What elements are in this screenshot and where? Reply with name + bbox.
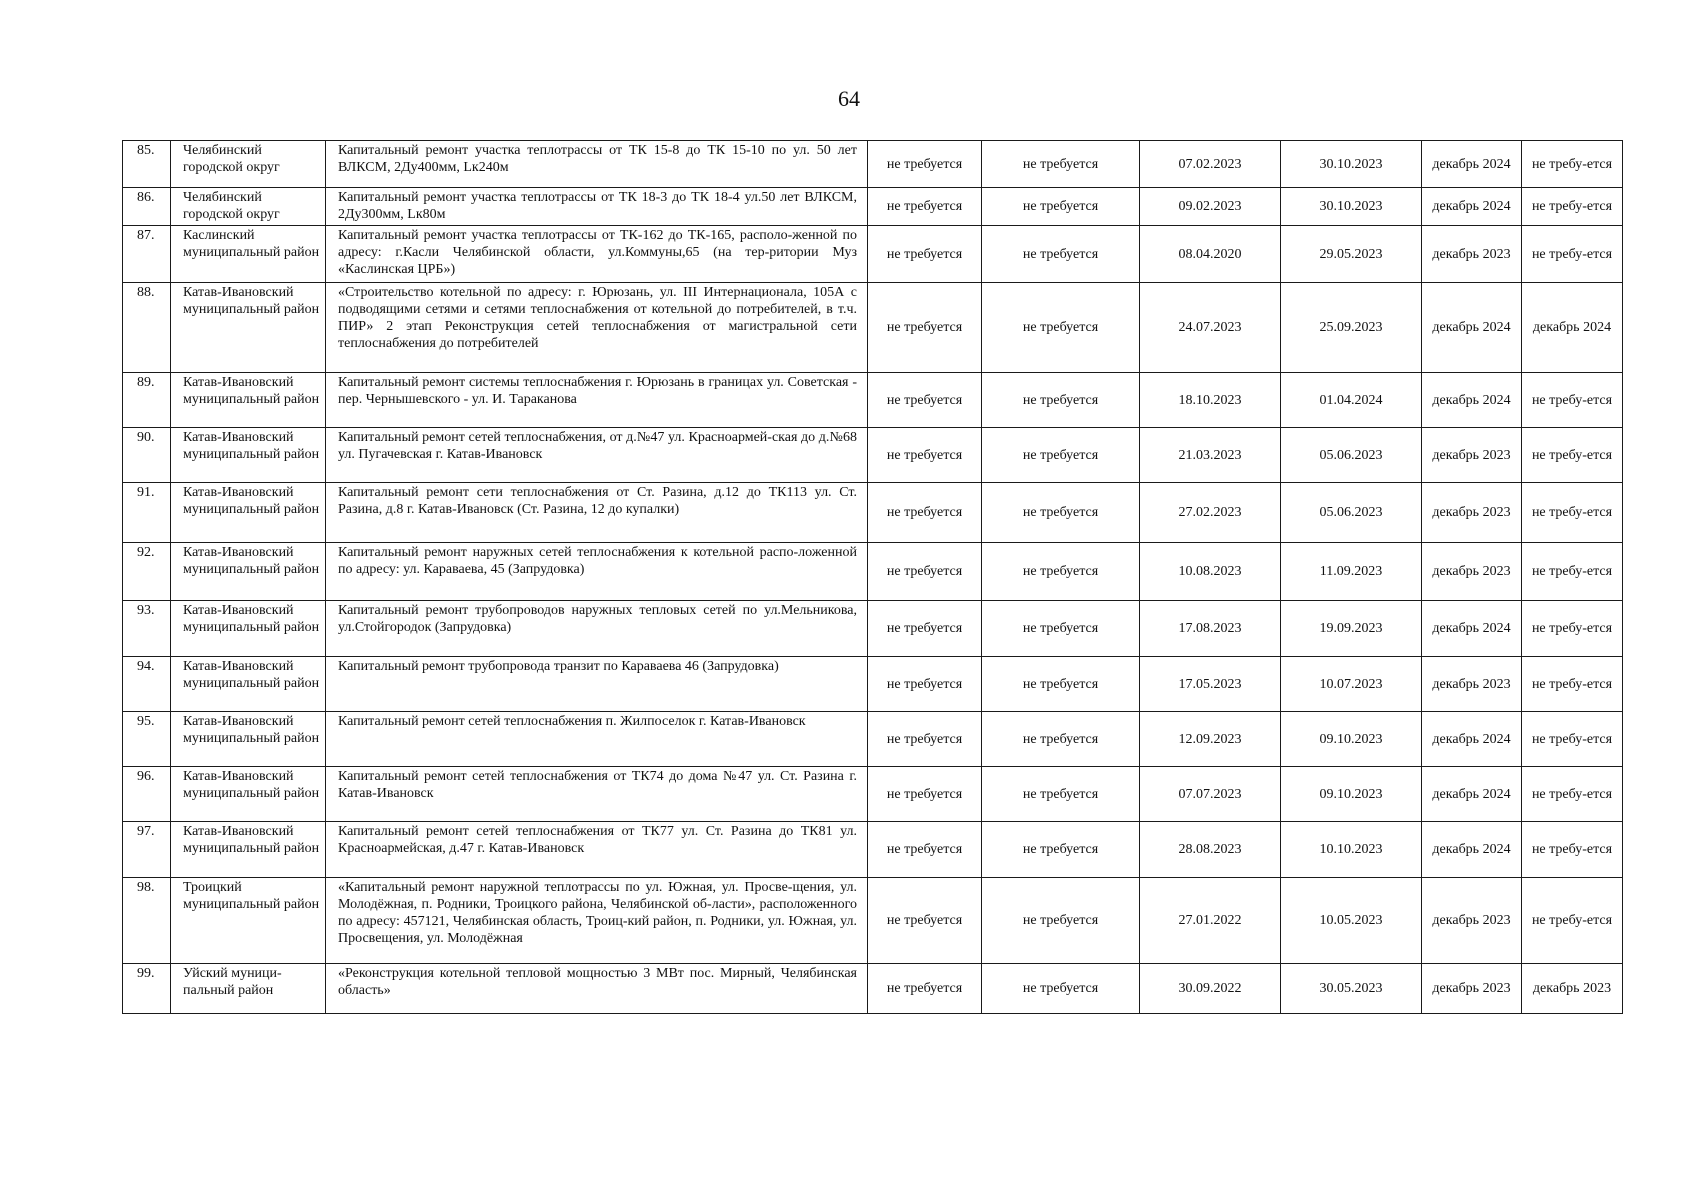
municipality-cell: Катав-Ивановский муниципальный район xyxy=(171,543,326,601)
description-cell: Капитальный ремонт участка теплотрассы от ТК 15-8 до ТК 15-10 по ул. 50 лет ВЛКСМ, 2Ду400мм, Lк240м xyxy=(326,141,868,188)
table-row xyxy=(123,964,1623,1014)
description-cell: Капитальный ремонт сетей теплоснабжения п. Жилпоселок г. Катав-Ивановск xyxy=(326,712,868,767)
requirement-b-cell: не требуется xyxy=(982,657,1140,712)
description-cell: «Капитальный ремонт наружной теплотрассы по ул. Южная, ул. Просве-щения, ул. Молодёжная, п. Родники, Троицкого района, Челябинской об-ласти», расположенного по адресу: 457121, Челябинская область, Троиц-кий район, п. Родники, ул. Южная, ул. Просвещения, ул. Молодёжная xyxy=(326,878,868,964)
deadline-cell: декабрь 2023 xyxy=(1422,657,1522,712)
status-cell: не требу-ется xyxy=(1522,543,1623,601)
date-end-cell: 05.06.2023 xyxy=(1281,483,1422,543)
date-start-cell: 10.08.2023 xyxy=(1140,543,1281,601)
table-row xyxy=(123,226,1623,283)
description-cell: Капитальный ремонт сети теплоснабжения от Ст. Разина, д.12 до ТК113 ул. Ст. Разина, д.8 г. Катав-Ивановск (Ст. Разина, 12 до купалки) xyxy=(326,483,868,543)
municipality-cell: Катав-Ивановский муниципальный район xyxy=(171,283,326,373)
row-number: 94. xyxy=(123,657,171,712)
table-row xyxy=(123,767,1623,822)
row-number: 98. xyxy=(123,878,171,964)
description-cell: Капитальный ремонт сетей теплоснабжения, от д.№47 ул. Красноармей-ская до д.№68 ул. Пугачевская г. Катав-Ивановск xyxy=(326,428,868,483)
requirement-b-cell: не требуется xyxy=(982,767,1140,822)
status-cell: не требу-ется xyxy=(1522,226,1623,283)
requirement-a-cell: не требуется xyxy=(868,283,982,373)
status-cell: не требу-ется xyxy=(1522,428,1623,483)
requirement-b-cell: не требуется xyxy=(982,878,1140,964)
municipality-cell: Катав-Ивановский муниципальный район xyxy=(171,483,326,543)
date-start-cell: 08.04.2020 xyxy=(1140,226,1281,283)
table-row xyxy=(123,188,1623,226)
date-end-cell: 10.05.2023 xyxy=(1281,878,1422,964)
deadline-cell: декабрь 2024 xyxy=(1422,601,1522,657)
row-number: 92. xyxy=(123,543,171,601)
row-number: 95. xyxy=(123,712,171,767)
row-number: 99. xyxy=(123,964,171,1014)
deadline-cell: декабрь 2023 xyxy=(1422,483,1522,543)
date-start-cell: 17.05.2023 xyxy=(1140,657,1281,712)
date-end-cell: 09.10.2023 xyxy=(1281,767,1422,822)
description-cell: Капитальный ремонт трубопровода транзит по Караваева 46 (Запрудовка) xyxy=(326,657,868,712)
municipality-cell: Уйский муници-пальный район xyxy=(171,964,326,1014)
row-number: 86. xyxy=(123,188,171,226)
status-cell: не требу-ется xyxy=(1522,141,1623,188)
requirement-a-cell: не требуется xyxy=(868,657,982,712)
row-number: 87. xyxy=(123,226,171,283)
deadline-cell: декабрь 2024 xyxy=(1422,373,1522,428)
description-cell: Капитальный ремонт сетей теплоснабжения от ТК74 до дома №47 ул. Ст. Разина г. Катав-Ивановск xyxy=(326,767,868,822)
requirement-a-cell: не требуется xyxy=(868,428,982,483)
municipality-cell: Челябинский городской округ xyxy=(171,141,326,188)
date-end-cell: 10.10.2023 xyxy=(1281,822,1422,878)
description-cell: Капитальный ремонт участка теплотрассы от ТК 18-3 до ТК 18-4 ул.50 лет ВЛКСМ, 2Ду300мм, Lк80м xyxy=(326,188,868,226)
requirement-a-cell: не требуется xyxy=(868,373,982,428)
requirement-b-cell: не требуется xyxy=(982,822,1140,878)
date-end-cell: 25.09.2023 xyxy=(1281,283,1422,373)
date-end-cell: 01.04.2024 xyxy=(1281,373,1422,428)
table-row xyxy=(123,822,1623,878)
date-start-cell: 27.01.2022 xyxy=(1140,878,1281,964)
requirement-a-cell: не требуется xyxy=(868,543,982,601)
table-row xyxy=(123,141,1623,188)
municipality-cell: Катав-Ивановский муниципальный район xyxy=(171,601,326,657)
requirement-a-cell: не требуется xyxy=(868,878,982,964)
row-number: 96. xyxy=(123,767,171,822)
municipality-cell: Катав-Ивановский муниципальный район xyxy=(171,428,326,483)
status-cell: не требу-ется xyxy=(1522,657,1623,712)
status-cell: не требу-ется xyxy=(1522,601,1623,657)
table-row xyxy=(123,283,1623,373)
requirement-b-cell: не требуется xyxy=(982,373,1140,428)
date-end-cell: 19.09.2023 xyxy=(1281,601,1422,657)
municipality-cell: Троицкий муниципальный район xyxy=(171,878,326,964)
deadline-cell: декабрь 2024 xyxy=(1422,141,1522,188)
municipality-cell: Катав-Ивановский муниципальный район xyxy=(171,822,326,878)
date-end-cell: 30.10.2023 xyxy=(1281,188,1422,226)
date-start-cell: 18.10.2023 xyxy=(1140,373,1281,428)
date-start-cell: 24.07.2023 xyxy=(1140,283,1281,373)
deadline-cell: декабрь 2023 xyxy=(1422,543,1522,601)
requirement-b-cell: не требуется xyxy=(982,543,1140,601)
status-cell: декабрь 2024 xyxy=(1522,283,1623,373)
date-start-cell: 28.08.2023 xyxy=(1140,822,1281,878)
date-start-cell: 07.07.2023 xyxy=(1140,767,1281,822)
requirement-a-cell: не требуется xyxy=(868,483,982,543)
municipality-cell: Катав-Ивановский муниципальный район xyxy=(171,767,326,822)
requirement-b-cell: не требуется xyxy=(982,964,1140,1014)
date-end-cell: 30.05.2023 xyxy=(1281,964,1422,1014)
date-start-cell: 12.09.2023 xyxy=(1140,712,1281,767)
requirement-a-cell: не требуется xyxy=(868,601,982,657)
requirement-a-cell: не требуется xyxy=(868,712,982,767)
deadline-cell: декабрь 2024 xyxy=(1422,188,1522,226)
requirement-b-cell: не требуется xyxy=(982,428,1140,483)
table-row xyxy=(123,657,1623,712)
status-cell: не требу-ется xyxy=(1522,822,1623,878)
municipality-cell: Катав-Ивановский муниципальный район xyxy=(171,373,326,428)
status-cell: не требу-ется xyxy=(1522,373,1623,428)
municipality-cell: Катав-Ивановский муниципальный район xyxy=(171,712,326,767)
requirement-b-cell: не требуется xyxy=(982,226,1140,283)
requirement-a-cell: не требуется xyxy=(868,141,982,188)
table-row xyxy=(123,373,1623,428)
date-start-cell: 30.09.2022 xyxy=(1140,964,1281,1014)
date-end-cell: 10.07.2023 xyxy=(1281,657,1422,712)
requirement-a-cell: не требуется xyxy=(868,767,982,822)
date-start-cell: 07.02.2023 xyxy=(1140,141,1281,188)
row-number: 90. xyxy=(123,428,171,483)
deadline-cell: декабрь 2023 xyxy=(1422,964,1522,1014)
table-row xyxy=(123,712,1623,767)
requirement-b-cell: не требуется xyxy=(982,601,1140,657)
deadline-cell: декабрь 2023 xyxy=(1422,226,1522,283)
table-row xyxy=(123,601,1623,657)
row-number: 93. xyxy=(123,601,171,657)
row-number: 89. xyxy=(123,373,171,428)
requirement-b-cell: не требуется xyxy=(982,283,1140,373)
date-end-cell: 05.06.2023 xyxy=(1281,428,1422,483)
date-end-cell: 30.10.2023 xyxy=(1281,141,1422,188)
municipality-cell: Челябинский городской округ xyxy=(171,188,326,226)
requirement-b-cell: не требуется xyxy=(982,188,1140,226)
deadline-cell: декабрь 2023 xyxy=(1422,878,1522,964)
deadline-cell: декабрь 2024 xyxy=(1422,712,1522,767)
table-row xyxy=(123,878,1623,964)
description-cell: Капитальный ремонт системы теплоснабжения г. Юрюзань в границах ул. Советская - пер. Чернышевского - ул. И. Тараканова xyxy=(326,373,868,428)
municipality-cell: Катав-Ивановский муниципальный район xyxy=(171,657,326,712)
requirement-a-cell: не требуется xyxy=(868,226,982,283)
deadline-cell: декабрь 2024 xyxy=(1422,283,1522,373)
description-cell: «Строительство котельной по адресу: г. Юрюзань, ул. III Интернационала, 105А с подводящими сетями и сетями теплоснабжения от котельной до потребителей, в т.ч. ПИР» 2 этап Реконструкция сетей теплоснабжения от магистральной сети теплоснабжения до потребителей xyxy=(326,283,868,373)
row-number: 85. xyxy=(123,141,171,188)
description-cell: Капитальный ремонт сетей теплоснабжения от ТК77 ул. Ст. Разина до ТК81 ул. Красноармейская, д.47 г. Катав-Ивановск xyxy=(326,822,868,878)
status-cell: не требу-ется xyxy=(1522,767,1623,822)
date-start-cell: 27.02.2023 xyxy=(1140,483,1281,543)
projects-table xyxy=(122,140,1623,1014)
description-cell: Капитальный ремонт участка теплотрассы от ТК-162 до ТК-165, располо-женной по адресу: г.Касли Челябинской области, ул.Коммуны,65 (на тер-ритории Муз «Каслинская ЦРБ») xyxy=(326,226,868,283)
description-cell: «Реконструкция котельной тепловой мощностью 3 МВт пос. Мирный, Челябинская область» xyxy=(326,964,868,1014)
status-cell: декабрь 2023 xyxy=(1522,964,1623,1014)
table-row xyxy=(123,483,1623,543)
description-cell: Капитальный ремонт наружных сетей теплоснабжения к котельной распо-ложенной по адресу: ул. Караваева, 45 (Запрудовка) xyxy=(326,543,868,601)
date-start-cell: 17.08.2023 xyxy=(1140,601,1281,657)
table-body xyxy=(123,141,1623,1014)
status-cell: не требу-ется xyxy=(1522,188,1623,226)
table-row xyxy=(123,543,1623,601)
municipality-cell: Каслинский муниципальный район xyxy=(171,226,326,283)
requirement-a-cell: не требуется xyxy=(868,964,982,1014)
date-end-cell: 09.10.2023 xyxy=(1281,712,1422,767)
status-cell: не требу-ется xyxy=(1522,483,1623,543)
status-cell: не требу-ется xyxy=(1522,712,1623,767)
deadline-cell: декабрь 2023 xyxy=(1422,428,1522,483)
date-end-cell: 11.09.2023 xyxy=(1281,543,1422,601)
requirement-b-cell: не требуется xyxy=(982,712,1140,767)
page-number: 64 xyxy=(838,86,860,111)
date-start-cell: 09.02.2023 xyxy=(1140,188,1281,226)
deadline-cell: декабрь 2024 xyxy=(1422,822,1522,878)
date-end-cell: 29.05.2023 xyxy=(1281,226,1422,283)
requirement-b-cell: не требуется xyxy=(982,483,1140,543)
table-row xyxy=(123,428,1623,483)
row-number: 91. xyxy=(123,483,171,543)
deadline-cell: декабрь 2024 xyxy=(1422,767,1522,822)
requirement-a-cell: не требуется xyxy=(868,822,982,878)
row-number: 97. xyxy=(123,822,171,878)
row-number: 88. xyxy=(123,283,171,373)
date-start-cell: 21.03.2023 xyxy=(1140,428,1281,483)
requirement-b-cell: не требуется xyxy=(982,141,1140,188)
status-cell: не требу-ется xyxy=(1522,878,1623,964)
description-cell: Капитальный ремонт трубопроводов наружных тепловых сетей по ул.Мельникова, ул.Стойгородок (Запрудовка) xyxy=(326,601,868,657)
requirement-a-cell: не требуется xyxy=(868,188,982,226)
